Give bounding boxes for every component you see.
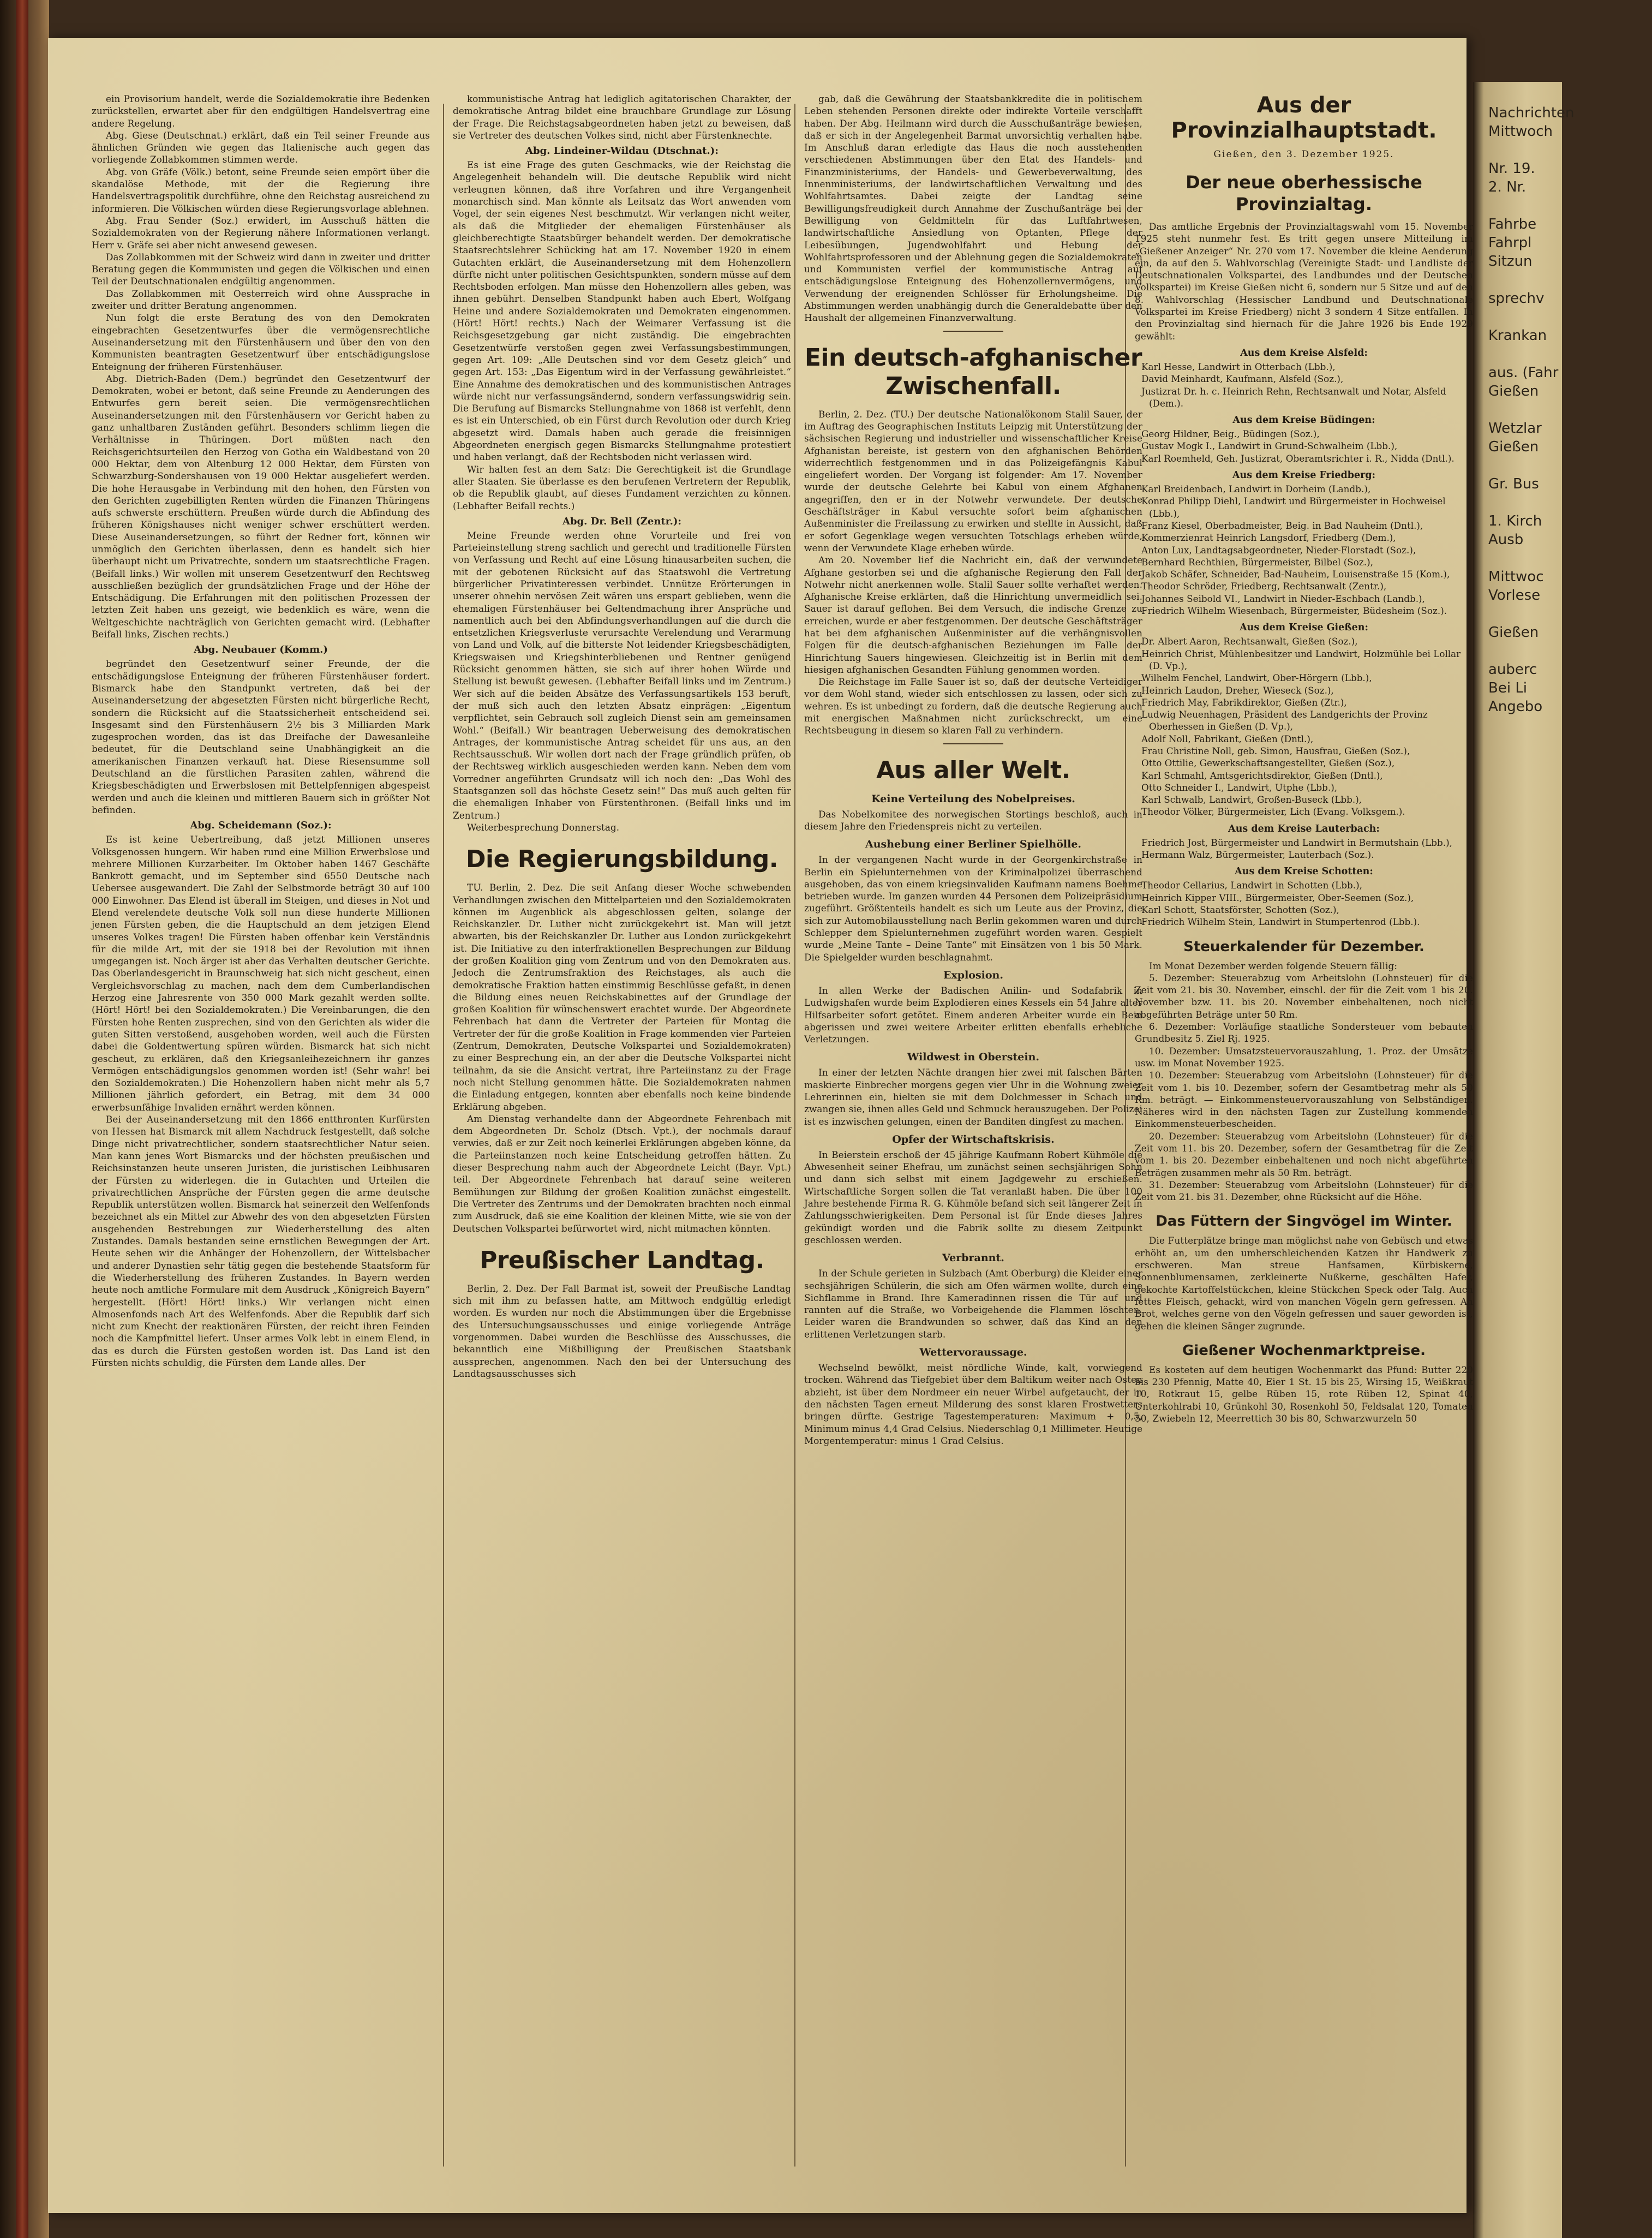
tax-calendar [1135,960,1473,1203]
adjacent-page-fragment [1488,141,1652,159]
elected-member: Karl Roemheld, Geh. Justizrat, Oberamtsrichter i. R., Nidda (Dntl.). [1141,452,1455,464]
adjacent-page-edge [1473,82,1575,2238]
elected-member: Karl Schott, Staatsförster, Schotten (Soz.), [1141,904,1339,915]
article-paragraph: TU. Berlin, 2. Dez. Die seit Anfang dieser Woche schwebenden Verhandlungen zwischen den Mittelparteien und den Sozialdemokraten können im Augenblick als abgeschlossen gelten, solange der Reichskanzler. Dr. Luther nicht zurückgekehrt ist. Man will jetzt abwarten, bis der Reichskanzler Dr. Luther aus London zurückgekehrt ist. Die Initiative zu den interfraktionellen Besprechungen zur Bildung der großen Koalition ging vom Zentrum und von den Demokraten aus. Jedoch die Zentrumsfraktion des Reichstages, als auch die demokratische Fraktion hatten einstimmig Beschlüsse gefaßt, in denen die Bildung eines neuen Reichskabinettes auf der Grundlage der großen Koalition für wünschenswert erachtet wurde. Der Abgeordnete Fehrenbach hat dann die Vertreter der Parteien für Montag die Vertreter der für die große Koalition in Frage kommenden vier Parteien (Zentrum, Demokraten, Deutsche Volkspartei und Sozialdemokraten) zu einer Besprechung ein, an der aber die Deutsche Volkspartei nicht teilnahm, da sie die Ansicht vertrat, ihre Parteiinstanz zu der Frage noch nicht Stellung genommen hätte. Die Sozialdemokraten nahmen die Einladung entgegen, konnten aber ebenfalls noch keine bindende Erklärung abgeben. [453,882,791,1112]
elected-member: Karl Schmahl, Amtsgerichtsdirektor, Gießen (Dntl.), [1141,769,1383,781]
adjacent-page-fragment: Nachrichten [1488,105,1575,121]
adjacent-page-fragment [1488,345,1652,363]
adjacent-page-fragment: Mittwoc [1488,569,1544,585]
dateline: Gießen, den 3. Dezember 1925. [1213,149,1394,160]
elected-member: Karl Schwalb, Landwirt, Großen-Buseck (Lbb.), [1141,794,1362,805]
news-item-title: Verbrannt. [942,1252,1004,1264]
headline-singvoegel: Das Füttern der Singvögel im Winter. [1156,1213,1452,1230]
news-item-text: Das Nobelkomitee des norwegischen Stortings beschloß, auch in diesem Jahre den Friedenspreis nicht zu verteilen. [804,808,1142,832]
elected-member: David Meinhardt, Kaufmann, Alsfeld (Soz.), [1141,373,1344,385]
elected-member: Heinrich Laudon, Dreher, Wieseck (Soz.), [1141,684,1334,696]
elected-member: Otto Ottilie, Gewerkschaftsangestellter, Gießen (Soz.), [1141,757,1395,769]
article-paragraph: Wir halten fest an dem Satz: Die Gerechtigkeit ist die Grundlage aller Staaten. Sie überlasse es den berufenen Vertretern der Republik, ob die Republik glaubt, auf dieses Fundament verzichten zu können. (Lebhafter Beifall rechts.) [453,463,791,511]
headline-regierungsbildung: Die Regierungsbildung. [466,845,778,874]
article-paragraph: kommunistische Antrag hat lediglich agitatorischen Charakter, der demokratische Antrag bildet eine brauchbare Grundlage zur Lösung der Frage. Die Reichstagsabgeordneten haben jetzt zu beweisen, daß sie Vertreter des deutschen Volkes sind, nicht aber Fürstenknechte. [453,93,791,141]
article-paragraph: Das Zollabkommen mit der Schweiz wird dann in zweiter und dritter Beratung gegen die Kommunisten und gegen die Völkischen und einen Teil der Deutschnationalen endgültig angenommen. [92,251,430,287]
tax-entry: 10. Dezember: Umsatzsteuervorauszahlung, 1. Proz. der Umsätze usw. im Monat November 1925. [1135,1045,1473,1069]
column-rule [794,104,795,2167]
article-paragraph: Abg. Giese (Deutschnat.) erklärt, daß ein Teil seiner Freunde aus ähnlichen Gründen wie gegen das Italienische auch gegen das vorliegende Zollabkommen stimmen werde. [92,129,430,165]
elected-member: Konrad Philipp Diehl, Landwirt und Bürgermeister in Hochweisel (Lbb.), [1141,496,1446,519]
news-item-title: Opfer der Wirtschaftskrisis. [892,1133,1055,1145]
elected-member: Adolf Noll, Fabrikant, Gießen (Dntl.), [1141,733,1314,744]
news-item-text: In allen Werke der Badischen Anilin- und Sodafabrik in Ludwigshafen wurde beim Explodieren eines Kessels ein 54 Jahre alter Hilfsarbeiter sofort getötet. Einem anderen Arbeiter wurde ein Bein abgerissen und zwei weitere Arbeiter erlitten ebenfalls erhebliche Verletzungen. [804,984,1142,1045]
article-paragraph: Es kosteten auf dem heutigen Wochenmarkt das Pfund: Butter 220 bis 230 Pfennig, Matte 40, Eier 1 St. 15 bis 25, Wirsing 15, Weißkraut 10, Rotkraut 15, gelbe Rüben 15, rote Rüben 12, Spinat 40, Unterkohlrabi 10, Grünkohl 30, Rosenkohl 50, Feldsalat 120, Tomaten 50, Zwiebeln 12, Meerrettich 30 bis 80, Schwarzwurzeln 50 [1135,1364,1473,1424]
adjacent-page-fragment [1488,642,1652,660]
adjacent-page-fragment [1488,401,1652,419]
elected-member: Theodor Schröder, Friedberg, Rechtsanwalt (Zentr.), [1141,581,1387,592]
adjacent-page-text [1488,104,1652,716]
speaker-name: Abg. Scheidemann (Soz.): [190,820,332,832]
tax-entry: 10. Dezember: Steuerabzug vom Arbeitslohn (Lohnsteuer) für die Zeit vom 1. bis 10. Dezember, sofern der Gesamtbetrag mehr als 50 Rm. beträgt. — Einkommensteuervorauszahlung von Selbständigen. Näheres wird in den nächsten Tagen zur Zustellung kommenden Einkommensteuerbescheiden. [1135,1070,1473,1130]
tax-entry: 5. Dezember: Steuerabzug vom Arbeitslohn (Lohnsteuer) für die Zeit vom 21. bis 30. November, einschl. der für die Zeit vom 1 bis 20. November bzw. 11. bis 20. November einbehaltenen, noch nicht abgeführten Beträge unter 50 Rm. [1135,972,1473,1020]
article-paragraph: ein Provisorium handelt, werde die Sozialdemokratie ihre Bedenken zurückstellen, erwartet aber für den endgültigen Handelsvertrag eine andere Regelung. [92,93,430,129]
elected-member: Georg Hildner, Beig., Büdingen (Soz.), [1141,428,1320,440]
elected-member: Frau Christine Noll, geb. Simon, Hausfrau, Gießen (Soz.), [1141,745,1410,756]
elected-member: Friedrich Jost, Bürgermeister und Landwirt in Bermutshain (Lbb.), [1141,837,1453,848]
binding-edge [16,0,28,2238]
district-heading: Aus dem Kreise Lauterbach: [1228,823,1380,834]
headline-afghan-incident: Ein deutsch-afghanischer Zwischenfall. [804,343,1142,400]
adjacent-page-fragment [1488,456,1652,475]
adjacent-page-fragment: Gießen [1488,439,1539,455]
adjacent-page-fragment: Nr. 19. [1488,160,1535,177]
elected-member: Ludwig Neuenhagen, Präsident des Landgerichts der Provinz Oberhessen in Gießen (D. Vp.), [1141,709,1428,732]
adjacent-page-fragment: Angebo [1488,699,1543,715]
news-item-text: In einer der letzten Nächte drangen hier zwei mit falschen Bärten maskierte Einbrecher morgens gegen vier Uhr in die Wohnung zweier Lehrerinnen ein, hielten sie mit dem Dolchmesser in Schach und zwangen sie, ihnen alles Geld und Schmuck herauszugeben. Der Polizei ist es inzwischen gelungen, einen der Banditen dingfest zu machen. [804,1067,1142,1127]
article-paragraph: Bei der Auseinandersetzung mit den 1866 entthronten Kurfürsten von Hessen hat Bismarck mit allem Nachdruck festgestellt, daß solche Dinge nicht privatrechtlicher, sondern staatsrechtlicher Natur seien. Man kann jenes Wort Bismarcks und der höchsten preußischen und Reichsinstanzen heute unseren Juristen, die juristischen Leibhusaren der Fürsten zu widerlegen. die in Gutachten und Urteilen die privatrechtlichen Ansprüche der Fürsten gegen die arme deutsche Republik unterstützen wollen. Bismarck hat seinerzeit den Welfenfonds bezeichnet als ein Mittel zur Abwehr des von den abgesetzten Fürsten ausgehenden Bestrebungen zur Wiederherstellung des alten Zustandes. Damals bestanden seine ernstlichen Bewegungen der Art. Heute sehen wir die Anhänger der Hohenzollern, der Wittelsbacher und anderer Dynastien sehr tätig gegen die bestehende Staatsform für die Wiederherstellung des früheren Zustandes. In Bayern werden heute noch amtliche Formulare mit dem Ausdruck „Königreich Bayern“ hergestellt. (Hört! Hört! links.) Wir verlangen nicht einen Almosenfonds nach Art des Welfenfonds. Aber die Republik darf sich nicht zum Knecht der reaktionären Fürsten, der reicht ihren Feinden noch die Kampfmittel liefert. Unser armes Volk lebt in einem Elend, in das es durch die Fürsten gestoßen worden ist. Das Land ist den Fürsten nichts schuldig, die Fürsten dem Lande alles. Der [92,1114,430,1368]
speaker-name: Abg. Neubauer (Komm.) [194,644,328,656]
article-paragraph: Es ist keine Uebertreibung, daß jetzt Millionen unseres Volksgenossen hungern. Wir haben rund eine Million Erwerbslose und mehrere Millionen Kurzarbeiter. Im Oktober haben 1467 Geschäfte Bankrott gemacht, und im September sind 6550 Deutsche nach Uebersee ausgewandert. Die Zahl der Selbstmorde beträgt 30 auf 100 000 Einwohner. Das Elend ist überall im Steigen, und dieses in Not und Elend verelendete deutsche Volk soll nun diese hunderte Millionen jenen Fürsten geben, die die Hauptschuld an dem jetzigen Elend unseres Volkes tragen! Die Fürsten haben offenbar kein Verständnis für die milde Art, mit der sie 1918 bei der Revolution mit ihnen umgegangen ist. Noch ärger ist aber das Verhalten deutscher Gerichte. Das Oberlandesgericht in Braunschweig hat sich nicht gescheut, einen Vergleichsvorschlag zu machen, nach dem dem Cumberlandischen Herzog eine Jahresrente von 350 000 Mark gezahlt werden sollte. (Hört! Hört! bei den Sozialdemokraten.) Die Vereinbarungen, die den Fürsten hohe Renten zusprechen, sind von den Gerichten als wider die guten Sitten verstoßend, ausgehoben worden, weil auch die Fürsten dabei die Goldentwertung spüren würden. Bismarck hat sich nicht gescheut, zu erklären, daß den Kriegsanleihezeichnern ihr ganzes Vermögen entschädigungslos genommen worden ist! (Sehr wahr! bei den Sozialdemokraten.) Die Hohenzollern haben nicht mehr als 5,7 Millionen jährlich gefordert, ein Betrag, mit dem 34 000 erwerbsunfähige Invaliden ernährt werden können. [92,834,430,1113]
tax-entry: 31. Dezember: Steuerabzug vom Arbeitslohn (Lohnsteuer) für die Zeit vom 21. bis 31. Dezember, ohne Rücksicht auf die Höhe. [1135,1179,1473,1203]
adjacent-page-fragment: Mittwoch [1488,123,1553,140]
speaker-name: Abg. Dr. Bell (Zentr.): [562,515,682,527]
elected-member: Jakob Schäfer, Schneider, Bad-Nauheim, Louisenstraße 15 (Kom.), [1141,569,1450,580]
district-heading: Aus dem Kreise Friedberg: [1232,470,1376,481]
article-paragraph: Weiterbesprechung Donnerstag. [467,821,620,833]
elected-member: Karl Hesse, Landwirt in Otterbach (Lbb.), [1141,361,1336,372]
article-paragraph: begründet den Gesetzentwurf seiner Freunde, der die entschädigungslose Enteignung der früheren Fürstenhäuser fordert. Bismarck habe den Standpunkt vertreten, daß bei der Auseinandersetzung der abgesetzten Fürsten nicht bürgerliche Recht, sondern die Rücksicht auf die Staatssicherheit entscheidend sei. Insgesamt sind den Fürstenhäusern 2½ bis 3 Milliarden Mark zugesprochen worden, das ist das Dreifache der Dawesanleihe bedeutet, für die Deutschland seine Unabhängigkeit an die amerikanischen Finanzen verkauft hat. Diese Riesensumme soll Deutschland an die fürstlichen Parasiten zahlen, während die Kriegsbeschädigten und Erwerbslosen mit Bettelpfennigen abgespeist werden und auch die kleinen und mittleren Bauern sich in größter Not befinden. [92,658,430,815]
district-heading: Aus dem Kreise Schotten: [1235,866,1373,878]
section-divider [943,331,1003,332]
adjacent-page-fragment: Vorlese [1488,587,1541,604]
headline-provinzialtag: Der neue oberhessische Provinzialtag. [1186,172,1422,214]
column-3 [804,93,1142,2183]
elected-member: Karl Breidenbach, Landwirt in Dorheim (Landb.), [1141,484,1371,495]
elected-member: Anton Lux, Landtagsabgeordneter, Nieder-Florstadt (Soz.), [1141,544,1416,556]
adjacent-page-fragment [1488,308,1652,326]
adjacent-page-fragment [1488,271,1652,289]
adjacent-page-fragment [1488,605,1652,623]
elected-member: Friedrich Wilhelm Stein, Landwirt in Stumpertenrod (Lbb.). [1141,916,1420,928]
elected-member: Dr. Albert Aaron, Rechtsanwalt, Gießen (Soz.), [1141,636,1358,647]
adjacent-page-fragment: auberc [1488,661,1537,678]
elected-member: Friedrich May, Fabrikdirektor, Gießen (Ztr.), [1141,696,1347,708]
elected-member: Hermann Walz, Bürgermeister, Lauterbach (Soz.). [1141,849,1374,861]
elected-member: Otto Schneider I., Landwirt, Utphe (Lbb.), [1141,781,1338,793]
elected-member: Johannes Seibold VI., Landwirt in Nieder-Eschbach (Landb.), [1141,593,1425,604]
article-paragraph: Die Reichstage im Falle Sauer ist so, daß der deutsche Verteidiger vor dem Wohl stand, wieder sich entschlossen zu lassen, oder sich zu wehren. Es ist unbedingt zu fordern, daß die deutsche Regierung auch mit energischen Maßnahmen nicht zurückschreckt, um eine Rechtsbeugung in diesem so klaren Fall zu verhindern. [804,676,1142,736]
adjacent-page-fragment: Fahrpl [1488,235,1532,251]
article-paragraph: Am Dienstag verhandelte dann der Abgeordnete Fehrenbach mit dem Abgeordneten Dr. Scholz (Dtsch. Vpt.), der nochmals darauf verwies, daß er zur Zeit noch keinerlei Erklärungen abgeben könne, da die Parteiinstanzen noch keine Entscheidung getroffen hätten. Zu dieser Besprechung nahm auch der Abgeordnete Leicht (Bayr. Vpt.) teil. Der Abgeordnete Fehrenbach hat darauf seine weiteren Bemühungen zur Bildung der großen Koalition zunächst eingestellt. Die Vertreter des Zentrums und der Demokraten brachten noch einmal zum Ausdruck, daß sie eine Koalition der kleinen Mitte, wie sie von der Deutschen Volkspartei befürwortet wird, nicht mitmachen könnten. [453,1113,791,1234]
elected-member: Kommerzienrat Heinrich Langsdorf, Friedberg (Dem.), [1141,532,1396,544]
article-paragraph: Das Zollabkommen mit Oesterreich wird ohne Aussprache in zweiter und dritter Beratung angenommen. [92,288,430,312]
elected-member: Gustav Mogk I., Landwirt in Grund-Schwalheim (Lbb.), [1141,440,1398,452]
speaker-name: Abg. Lindeiner-Wildau (Dtschnat.): [525,145,719,157]
elected-member: Wilhelm Fenchel, Landwirt, Ober-Hörgern (Lbb.), [1141,672,1372,684]
section-title-provinzialhauptstadt: Aus der Provinzialhauptstadt. [1171,93,1437,143]
elected-member: Heinrich Christ, Mühlenbesitzer und Landwirt, Holzmühle bei Lollar (D. Vp.), [1141,648,1461,671]
article-paragraph: Die Futterplätze bringe man möglichst nahe von Gebüsch und etwas erhöht an, um den umherschleichenden Katzen ihr Handwerk zu erschweren. Man streue Hanfsamen, Kürbiskerne, Sonnenblumensamen, zerkleinerte Nußkerne, geschälten Hafer, gekochte Kartoffelstückchen, kleine Stückchen Speck oder Talg. Auch fettes Fleisch, gehackt, wird von manchen Vögeln gern gefressen. An Brot, welches gerne von den Vögeln gefressen und sauer geworden ist, gehen die kleinen Sänger zugrunde. [1135,1235,1473,1332]
news-item-title: Keine Verteilung des Nobelpreises. [871,792,1075,805]
adjacent-page-fragment: Ausb [1488,532,1524,548]
news-item-text: Wechselnd bewölkt, meist nördliche Winde, kalt, vorwiegend trocken. Während das Tiefgebiet über dem Baltikum weiter nach Osten abzieht, ist über dem Nordmeer ein neuer Wirbel aufgetaucht, der in den nächsten Tagen erneut Milderung des sonst klaren Frostwetters bringen dürfte. Gestrige Tagestemperaturen: Maximum + 0,5, Minimum minus 4,4 Grad Celsius. Niederschlag 0,1 Millimeter. Heutige Morgentemperatur: minus 1 Grad Celsius. [804,1362,1142,1446]
article-paragraph: Das amtliche Ergebnis der Provinzialtagswahl vom 15. November 1925 steht nunmehr fest. Es tritt gegen unsere Mitteilung im „Gießener Anzeiger“ Nr. 270 vom 17. November die kleine Aenderung ein, da auf den 5. Wahlvorschlag (Vereinigte Stadt- und Landliste der Deutschnationalen Volkspartei, des Landbundes und der Deutschen Volkspartei) im Kreise Gießen nicht 6, sondern nur 5 Sitze und auf den 8. Wahlvorschlag (Hessischer Landbund und Deutschnationale Volkspartei im Kreise Friedberg) nicht 3 sondern 4 Sitze entfallen. In den Provinzialtag sind hiernach für die Jahre 1926 bis Ende 1929 gewählt: [1135,221,1473,342]
elected-member: Heinrich Kipper VIII., Bürgermeister, Ober-Seemen (Soz.), [1141,892,1414,903]
book-binding [0,0,49,2238]
article-paragraph: Abg. Dietrich-Baden (Dem.) begründet den Gesetzentwurf der Demokraten, wobei er betont, daß seine Freunde zu Aenderungen des Entwurfes gern bereit seien. Die vermögensrechtlichen Auseinandersetzungen mit den Fürstenhäusern vor Gericht haben zu ganz unhaltbaren Zuständen geführt. Besonders schlimm liegen die Verhältnisse in Thüringen. Dort müßten nach den Reichsgerichtsurteilen den Herzog von Gotha ein Waldbestand von 20 000 Hektar, dem von Altenburg 12 000 Hektar, dem Fürsten von Schwarzburg-Sondershausen von 19 000 Hektar ausgeliefert werden. Die hohe Herausgabe in Verbindung mit den hohen, den Fürsten von den Gerichten zugebilligten Renten würden die Finanzen Thüringens aufs schwerste erschüttern. Preußen würde durch die Abfindung des früheren Königshauses nicht weniger schwer erschüttert werden. Diese Auseinandersetzungen, so führt der Redner fort, können wir unmöglich den Gerichten überlassen, denn es handelt sich hier überhaupt nicht um Privatrechte, sondern um staatsrechtliche Fragen. (Beifall links.) Wir wollen mit unserem Gesetzentwurf den Rechtsweg ausschließen bezüglich der grundsätzlichen Frage und der Höhe der Entschädigung. Die Erfahrungen mit den politischen Prozessen der letzten Zeit haben uns gezeigt, wie bedenklich es wäre, wenn die Weltgeschichte nachträglich von Gerichten gemacht wird. (Lebhafter Beifall links, Zischen rechts.) [92,373,430,640]
adjacent-page-fragment: Krankan [1488,327,1547,344]
elected-member: Bernhard Rechthien, Bürgermeister, Bilbel (Soz.), [1141,556,1373,568]
article-paragraph: Nun folgt die erste Beratung des von den Demokraten eingebrachten Gesetzentwurfes über die vermögensrechtliche Auseinandersetzung mit den Fürstenhäusern und über den von den Kommunisten beantragten Gesetzentwurf über entschädigungslose Enteignung der früheren Fürstenhäuser. [92,312,430,372]
article-paragraph: gab, daß die Gewährung der Staatsbankkredite die in politischem Leben stehenden Personen direkte oder indirekte Vorteile verschafft haben. Der Abg. Heilmann wird durch die Ausschußanträge bewiesen, daß er sich in der Angelegenheit Barmat unvorsichtig verhalten habe. Im Anschluß daran erledigte das Haus die noch ausstehenden verschiedenen Abstimmungen über den Etat des Handels- und Finanzministeriums, der Handels- und Gewerbeverwaltung, des Innenministeriums, der landwirtschaftlichen Verwaltung und des Wohlfahrtsamtes. Dabei zeigte der Landtag seine Bewilligungsfreudigkeit durch Annahme der Zuschußanträge bei der Bewilligung von Geldmitteln für das Luftfahrtwesen, landwirtschaftliche Ansiedlung von Optanten, Pflege der Leibesübungen, Jugendwohlfahrt und Hebung der Wohlfahrtsprofessoren und der Ablehnung gegen die Sozialdemokraten und Kommunisten verfiel der kommunistische Antrag auf entschädigungslose Enteignung des Hohenzollernvermögens, und Verwendung der ereignenden Schlösser für Erholungsheime. Die Abstimmungen werden unabhängig durch die Generaldebatte über den Haushalt der allgemeinen Finanzverwaltung. [804,93,1142,324]
article-paragraph: Es ist eine Frage des guten Geschmacks, wie der Reichstag die Angelegenheit behandeln will. Die deutsche Republik wird nicht verleugnen können, daß ihre Vorfahren und ihre Vergangenheit monarchisch sind. Man könnte als Leitsatz das Wort anwenden vom Vogel, der sein eigenes Nest beschmutzt. Wir verlangen nicht weiter, als daß die Mitglieder der ehemaligen Fürstenhäuser als gleichberechtigte Staatsbürger behandelt werden. Der demokratische Staatsrechtslehrer Schücking hat am 17. November 1920 in einem Gutachten erklärt, die Auseinandersetzung mit dem Hohenzollern dürfte nicht unter politischen Gesichtspunkten, sondern müsse auf dem Rechtsboden erfolgen. Man müsse den Hohenzollern alles geben, was ihnen gebührt. Denselben Standpunkt haben auch Ebert, Wolfgang Heine und andere Sozialdemokraten und Demokraten eingenommen. (Hört! Hört! rechts.) Nach der Weimarer Verfassung ist die Reichsgesetzgebung gar nicht zuständig. Die eingebrachten Gesetzentwürfe verstoßen gegen zwei Verfassungsbestimmungen, gegen Art. 109: „Alle Deutschen sind vor dem Gesetz gleich“ und gegen Art. 153: „Das Eigentum wird in der Verfassung gewährleistet.“ Eine Annahme des demokratischen und des kommunistischen Antrages würde nicht nur verfassungsändernd, sondern verfassungswidrig sein. Die Berufung auf Bismarcks Stellungnahme von 1868 ist verfehlt, denn es ist ein Unterschied, ob ein Fürst durch Revolution oder durch Krieg abgesetzt wird. Damals haben auch gerade die freisinnigen Abgeordneten energisch gegen Bismarcks Stellungnahme protestiert und haben verlangt, daß der Rechtsboden nicht verlassen wird. [453,159,791,463]
district-list [1135,347,1473,928]
article-paragraph: Abg. von Gräfe (Völk.) betont, seine Freunde seien empört über die skandalöse Methode, mit der die Regierung ihre Handelsvertragspolitik durchführe, ohne den Reichstag ausreichend zu informieren. Die Völkischen würden diese Regierungsvorlage ablehnen. [92,166,430,214]
article-paragraph: Berlin, 2. Dez. (TU.) Der deutsche Nationalökonom Stalil Sauer, der im Auftrag des Geographischen Instituts Leipzig mit Unterstützung der sächsischen Regierung und industrieller und wissenschaftlicher Kreise Afghanistan bereiste, ist gestern von den afghanischen Behörden widerrechtlich festgenommen und in das Polizeigefängnis Kabul eingeliefert worden. Der Vorgang ist folgender: Am 17. November wurde der deutsche Gelehrte bei Kabul von einem Afghanen angegriffen, den er in der Notwehr verwundete. Der deutsche Geschäftsträger in Kabul versuchte sofort beim afghanischen Außenminister die Freilassung zu erwirken und stellte in Aussicht, daß er sofort Gegenklage wegen versuchten Totschlags erheben würde, wenn der Verwundete Klage erheben würde. [804,408,1142,553]
adjacent-page-fragment: Fahrbe [1488,216,1537,232]
adjacent-page-fragment: Gr. Bus [1488,476,1539,492]
elected-member: Theodor Völker, Bürgermeister, Lich (Evang. Volksgem.). [1141,806,1405,817]
headline-aus-aller-welt: Aus aller Welt. [876,756,1070,784]
news-item-text: In der Schule gerieten in Sulzbach (Amt Oberburg) die Kleider einer sechsjährigen Schülerin, die sich am Ofen wärmen wollte, durch eine Sichflamme in Brand. Ihre Kameradinnen rissen die Tür auf und rannten auf die Straße, wo Vorbeigehende die Flammen löschten. Leider waren die Brandwunden so schwer, daß das Kind an den erlittenen Verletzungen starb. [804,1268,1142,1340]
tax-entry: 6. Dezember: Vorläufige staatliche Sondersteuer vom bebauten Grundbesitz 5. Ziel Rj. 1925. [1135,1021,1473,1045]
tax-entry: 20. Dezember: Steuerabzug vom Arbeitslohn (Lohnsteuer) für die Zeit vom 11. bis 20. Dezember, sofern der Gesamtbetrag für die Zeit vom 1. bis 20. Dezember einbehaltenen und noch nicht abgeführten Beträgen zusammen mehr als 50 Rm. beträgt. [1135,1130,1473,1178]
elected-member: Franz Kiesel, Oberbadmeister, Beig. in Bad Nauheim (Dntl.), [1141,520,1423,531]
headline-wochenmarkt: Gießener Wochenmarktpreise. [1182,1342,1426,1359]
adjacent-page-fragment: aus. (Fahr [1488,365,1559,381]
elected-member: Friedrich Wilhelm Wiesenbach, Bürgermeister, Büdesheim (Soz.). [1141,605,1447,617]
adjacent-page-fragment [1488,196,1652,215]
article-paragraph: Abg. Frau Sender (Soz.) erwidert, im Ausschuß hätten die Sozialdemokraten von der Regierung nähere Informationen verlangt. Herr v. Gräfe sei aber nicht anwesend gewesen. [92,214,430,250]
adjacent-page-fragment [1488,493,1652,512]
adjacent-page-fragment [1488,549,1652,568]
district-heading: Aus dem Kreise Gießen: [1240,622,1368,634]
adjacent-page-fragment: 1. Kirch [1488,513,1542,529]
news-item-title: Wettervoraussage. [919,1346,1027,1359]
column-rule [443,104,444,2167]
adjacent-page-fragment: Gießen [1488,383,1539,399]
adjacent-page-fragment: sprechv [1488,290,1545,307]
article-paragraph: Meine Freunde werden ohne Vorurteile und frei von Parteieinstellung streng sachlich und gerecht und traditionelle Fürsten von Verfassung und Recht auf eine Lösung hinausarbeiten suchen, die mit der gebotenen Rücksicht auf das Staatswohl die Vertretung bürgerlicher Privatinteressen verbindet. Unnütze Erörterungen in unserer ohnehin nervösen Zeit wären uns erspart geblieben, wenn die ehemaligen Fürstenhäuser bei Geltendmachung ihrer Ansprüche und namentlich auch bei den Abfindungsverhandlungen auf die durch die entsetzlichen Kriegsverluste verursachte Verelendung und Verarmung von Land und Volk, auf die bitterste Not leidender Kriegsbeschädigten, Kriegswaisen und Kriegshinterbliebenen und Rentner genügend Rücksicht genommen hätten, sie sich auf ihrer hohen Würde und Stellung ist bewußt gewesen. (Lebhafter Beifall links und im Zentrum.) Wer sich auf die beiden Absätze des Verfassungsartikels 153 beruft, der muß sich auch den letzten Absatz einprägen: „Eigentum verpflichtet, sein Gebrauch soll zugleich Dienst sein am gemeinsamen Wohl.“ (Beifall.) Wir beantragen Ueberweisung des demokratischen Antrages, der kommunistische Antrag scheidet für uns aus, an den Rechtsausschuß. Wir wollen dort nach der Frage gründlich prüfen, ob der Rechtsweg wirklich ausgeschieden werden kann. Neben dem vom Vorredner angeführten Grundsatz will ich noch den: „Das Wohl des Staatsganzen soll das höchste Gesetz sein!“ Das muß auch gelten für die ehemaligen Inhaber von Fürstenthronen. (Beifall links und im Zentrum.) [453,529,791,821]
article-paragraph: Am 20. November lief die Nachricht ein, daß der verwundete Afghane gestorben sei und die afghanische Regierung den Fall der Notwehr nicht anerkennen wolle. Stalil Sauer sollte verhaftet werden. Afghanische Kreise erklärten, daß die Hinrichtung unvermeidlich sei. Sauer ist darauf geflohen. Bei dem Versuch, die indische Grenze zu erreichen, wurde er aber festgenommen. Der deutsche Geschäftsträger hat bei dem afghanischen Außenminister auf die verhängnisvollen Folgen für die deutsch-afghanischen Beziehungen im Falle der Hinrichtung Sauers hingewiesen. Gleichzeitig ist in Berlin mit dem hiesigen afghanischen Gesandten Fühlung genommen worden. [804,554,1142,675]
article-paragraph: Berlin, 2. Dez. Der Fall Barmat ist, soweit der Preußische Landtag sich mit ihm zu befassen hatte, am Mittwoch endgültig erledigt worden. Es wurden nur noch die Abstimmungen über die Ergebnisse des Untersuchungsausschusses und einige vorliegende Anträge vorgenommen. Dabei wurden die Beschlüsse des Ausschusses, die bekanntlich eine Mißbilligung der Preußischen Staatsbank aussprechen, angenommen. Nach den bei der Untersuchung des Landtagsausschusses sich [453,1282,791,1379]
adjacent-page-fragment: Wetzlar [1488,420,1542,437]
column-2 [453,93,791,2183]
adjacent-page-fragment: Sitzun [1488,253,1533,270]
news-item-text: In der vergangenen Nacht wurde in der Georgenkirchstraße in Berlin ein Spielunternehmen von der Kriminalpolizei überraschend ausgehoben, das von einem kriegsinvaliden Kaufmann namens Boehme betrieben wurde. Im ganzen wurden 44 Personen dem Polizeipräsidium zugeführt. Größtenteils handelt es sich um Leute aus der Provinz, die sich zur Automobilausstellung nach Berlin gekommen waren und durch Schlepper dem Spielunternehmen zugeführt worden waren. Gespielt wurde „Meine Tante – Deine Tante“ mit Einsätzen von 1 bis 50 Mark. Die Spielgelder wurden beschlagnahmt. [804,854,1142,963]
news-item-text: In Beierstein erschoß der 45 jährige Kaufmann Robert Kühmöle die Abwesenheit seiner Ehefrau, um zunächst seinen sechsjährigen Sohn und dann sich selbst mit einem Jagdgewehr zu erschießen. Wirtschaftliche Sorgen sollen die Tat veranlaßt haben. Die über 100 Jahre bestehende Firma R. G. Kühmöle befand sich seit längerer Zeit in Zahlungsschwierigkeiten. Dem Personal ist für Ende dieses Jahres gekündigt worden und die Fabrik sollte zu diesem Zeitpunkt geschlossen werden. [804,1149,1142,1245]
column-1 [92,93,430,2183]
elected-member: Justizrat Dr. h. c. Heinrich Rehn, Rechtsanwalt und Notar, Alsfeld (Dem.). [1141,385,1446,409]
headline-steuerkalender: Steuerkalender für Dezember. [1183,938,1424,955]
district-heading: Aus dem Kreise Büdingen: [1232,415,1375,426]
section-divider [943,743,1003,744]
district-heading: Aus dem Kreise Alsfeld: [1240,347,1368,359]
adjacent-page-fragment: 2. Nr. [1488,179,1527,195]
elected-member: Theodor Cellarius, Landwirt in Schotten (Lbb.), [1141,880,1363,891]
news-item-title: Wildwest in Oberstein. [907,1051,1040,1064]
tax-entry: Im Monat Dezember werden folgende Steuern fällig: [1149,960,1398,971]
news-item-title: Aushebung einer Berliner Spielhölle. [865,838,1082,851]
adjacent-page-fragment: Gießen [1488,624,1539,641]
column-4 [1135,93,1473,2183]
adjacent-page-fragment: Bei Li [1488,680,1528,696]
headline-preussischer-landtag: Preußischer Landtag. [480,1246,764,1274]
news-item-title: Explosion. [943,969,1003,981]
